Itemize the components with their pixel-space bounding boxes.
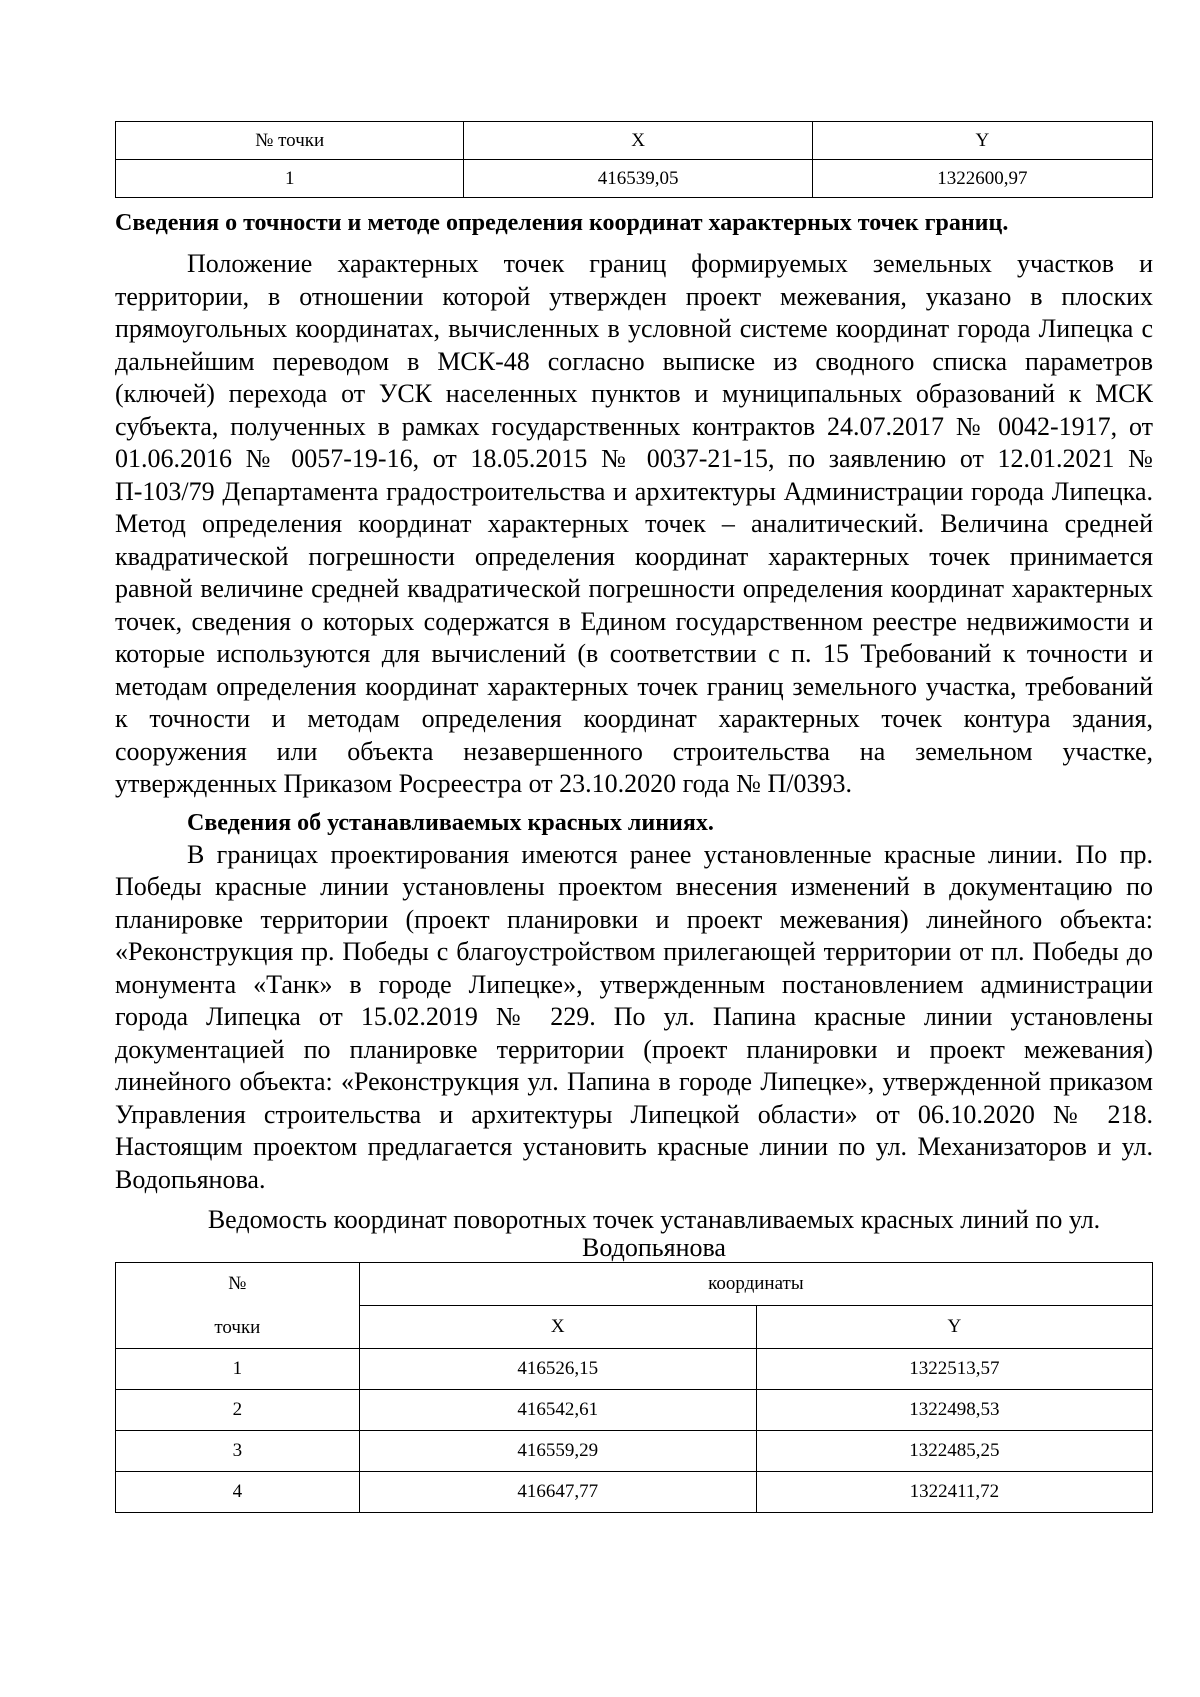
cell-point: 3: [116, 1431, 360, 1472]
column-header-point: [116, 1263, 360, 1349]
section-title-accuracy: Сведения о точности и методе определения координат характерных точек границ.: [115, 210, 1009, 236]
table-row: [116, 160, 1153, 198]
cell-x: 416526,15: [359, 1349, 756, 1390]
cell-point: 2: [116, 1390, 360, 1431]
cell-y: 1322600,97: [812, 160, 1152, 198]
red-line-coordinates-table: [115, 1262, 1153, 1513]
section-title-red-lines: Сведения об устанавливаемых красных линиях.: [187, 809, 714, 836]
point-header-number: №: [228, 1272, 247, 1294]
column-header-y: Y: [756, 1306, 1152, 1349]
cell-x: 416542,61: [359, 1390, 756, 1431]
table-caption: Ведомость координат поворотных точек устанавливаемых красных линий по ул. Водопьянова: [207, 1205, 1101, 1262]
cell-y: 1322513,57: [756, 1349, 1152, 1390]
table-row: [116, 1431, 1153, 1472]
cell-point: 1: [116, 160, 464, 198]
column-header-coordinates: координаты: [359, 1263, 1152, 1306]
boundary-point-table: [115, 121, 1153, 198]
cell-y: 1322485,25: [756, 1431, 1152, 1472]
paragraph-red-lines: В границах проектирования имеются ранее установленные красные линии. По пр. Победы красные линии установлены проектом внесения изменений в документацию по планировке территории (проект планировки и проект межевания) линейного объекта: «Реконструкция пр. Победы с благоустройством прилегающей территории от пл. Победы до монумента «Танк» в городе Липецке», утвержденным постановлением администрации города Липецка от 15.02.2019 № 229. По ул. Папина красные линии установлены документацией по планировке территории (проект планировки и проект межевания) линейного объекта: «Реконструкция ул. Папина в городе Липецке», утвержденной приказом Управления строительства и архитектуры Липецкой области» от 06.10.2020 № 218. Настоящим проектом предлагается установить красные линии по ул. Механизаторов и ул. Водопьянова.: [115, 839, 1153, 1194]
table-row: [116, 1390, 1153, 1431]
table-row: [116, 1472, 1153, 1513]
table-row: [116, 1349, 1153, 1390]
document-page: [115, 121, 1153, 1513]
cell-point: 1: [116, 1349, 360, 1390]
point-header-label: точки: [214, 1316, 261, 1338]
table-header-row: [116, 122, 1153, 160]
table-header-row: [116, 1263, 1153, 1306]
paragraph-accuracy: Положение характерных точек границ формируемых земельных участков и территории, в отношении которой утвержден проект межевания, указано в плоских прямоугольных координатах, вычисленных в условной системе координат города Липецка с дальнейшим переводом в МСК-48 согласно выписке из сводного списка параметров (ключей) перехода от УСК населенных пунктов и муниципальных образований к МСК субъекта, полученных в рамках государственных контрактов 24.07.2017 № 0042-1917, от 01.06.2016 № 0057-19-16, от 18.05.2015 № 0037-21-15, по заявлению от 12.01.2021 № П-103/79 Департамента градостроительства и архитектуры Администрации города Липецка. Метод определения координат характерных точек – аналитический. Величина средней квадратической погрешности определения координат характерных точек принимается равной величине средней квадратической погрешности определения координат характерных точек, сведения о которых содержатся в Едином государственном реестре недвижимости и которые используются для вычислений (в соответствии с п. 15 Требований к точности и методам определения координат характерных точек границ земельного участка, требований к точности и методам определения координат характерных точек контура здания, сооружения или объекта незавершенного строительства на земельном участке, утвержденных Приказом Росреестра от 23.10.2020 года № П/0393.: [115, 249, 1153, 798]
column-header-x: X: [359, 1306, 756, 1349]
cell-y: 1322498,53: [756, 1390, 1152, 1431]
column-header-y: Y: [812, 122, 1152, 160]
cell-point: 4: [116, 1472, 360, 1513]
column-header-point: № точки: [116, 122, 464, 160]
cell-x: 416559,29: [359, 1431, 756, 1472]
cell-x: 416539,05: [464, 160, 812, 198]
column-header-x: X: [464, 122, 812, 160]
cell-y: 1322411,72: [756, 1472, 1152, 1513]
cell-x: 416647,77: [359, 1472, 756, 1513]
